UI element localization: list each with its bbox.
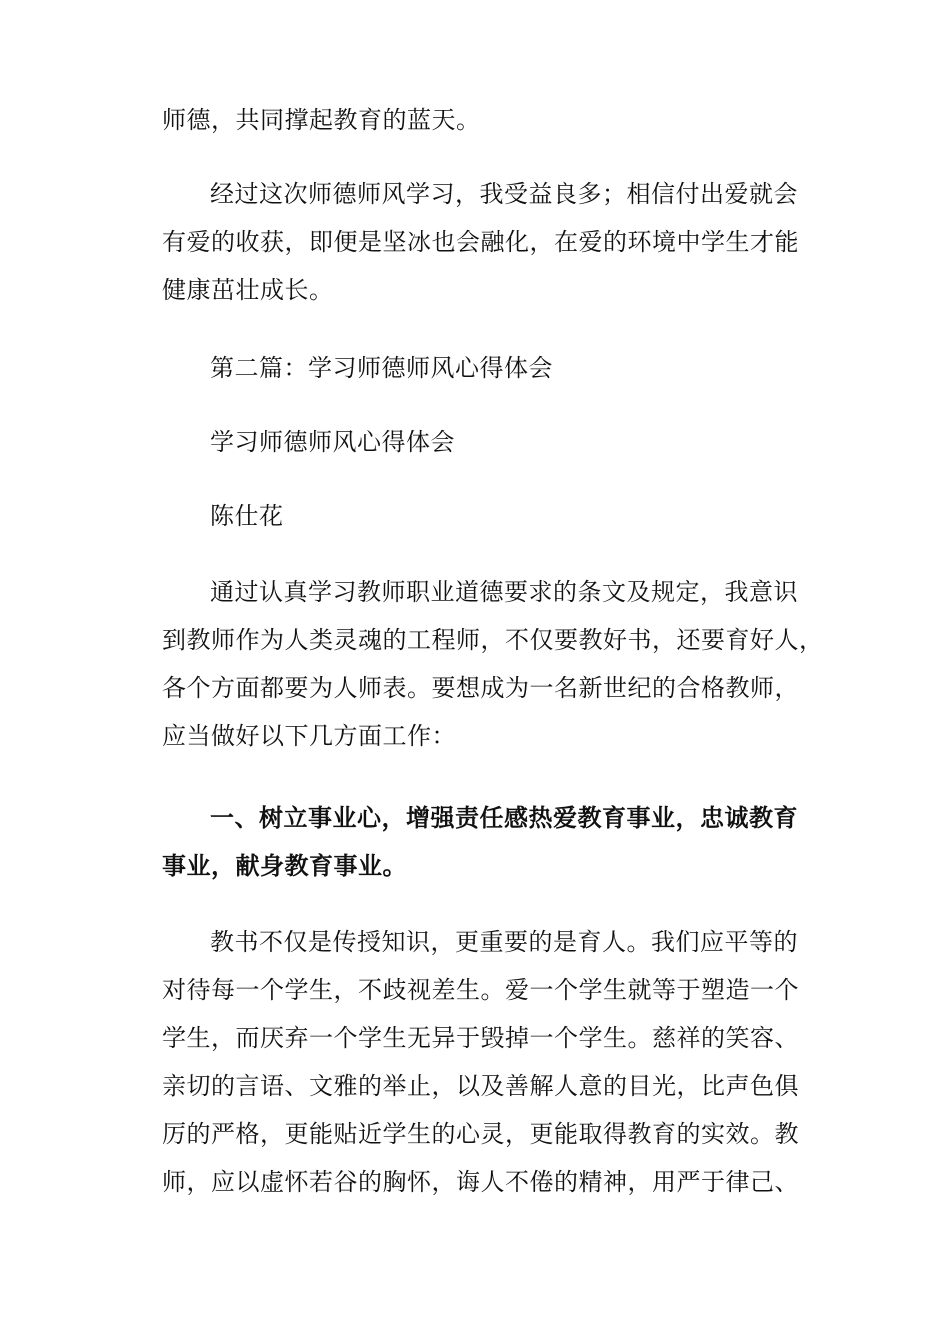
text-line: 有爱的收获，即便是坚冰也会融化，在爱的环境中学生才能 <box>162 228 799 256</box>
text-line: 学习师德师风心得体会 <box>210 428 455 456</box>
paragraph-body <box>162 170 799 314</box>
text-line: 通过认真学习教师职业道德要求的条文及规定，我意识 <box>210 578 798 606</box>
text-line: 学生，而厌弃一个学生无异于毁掉一个学生。慈祥的笑容、 <box>162 1024 799 1052</box>
text-line: 经过这次师德师风学习，我受益良多；相信付出爱就会 <box>210 180 798 208</box>
text-line: 一、树立事业心，增强责任感热爱教育事业，忠诚教育 <box>210 803 798 832</box>
text-line: 对待每一个学生，不歧视差生。爱一个学生就等于塑造一个 <box>162 976 799 1004</box>
paragraph-continuation <box>162 96 792 144</box>
text-line: 亲切的言语、文雅的举止，以及善解人意的目光，比声色俱 <box>162 1072 799 1100</box>
text-line: 应当做好以下几方面工作： <box>162 722 456 750</box>
author-name <box>162 492 792 540</box>
text-line: 师德，共同撑起教育的蓝天。 <box>162 106 481 134</box>
text-line: 师，应以虚怀若谷的胸怀，诲人不倦的精神，用严于律己、 <box>162 1168 799 1196</box>
section-heading <box>162 344 792 392</box>
paragraph-body <box>162 918 799 1206</box>
text-line: 健康茁壮成长。 <box>162 276 334 304</box>
text-line: 第二篇：学习师德师风心得体会 <box>210 354 553 382</box>
text-line: 厉的严格，更能贴近学生的心灵，更能取得教育的实效。教 <box>162 1120 799 1148</box>
text-line: 各个方面都要为人师表。要想成为一名新世纪的合格教师， <box>162 674 799 702</box>
text-line: 陈仕花 <box>210 502 284 530</box>
text-line: 事业，献身教育事业。 <box>162 851 407 880</box>
text-line: 到教师作为人类灵魂的工程师，不仅要教好书，还要育好人， <box>162 626 824 654</box>
paragraph-body <box>162 568 824 760</box>
article-title <box>162 418 792 466</box>
text-line: 教书不仅是传授知识，更重要的是育人。我们应平等的 <box>210 928 798 956</box>
bold-section-heading <box>162 794 798 890</box>
